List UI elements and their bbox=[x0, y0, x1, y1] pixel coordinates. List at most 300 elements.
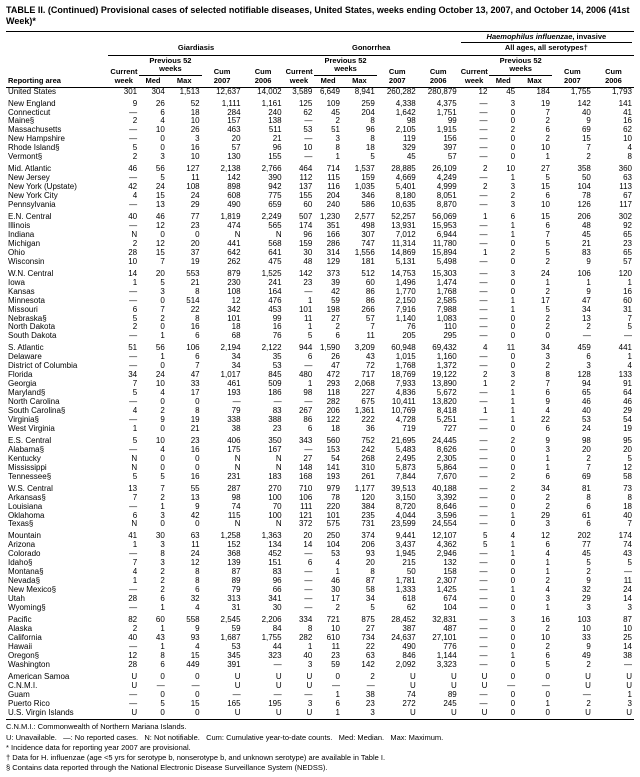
reporting-area-cell: Alaska bbox=[8, 624, 33, 633]
reporting-area-cell: Washington bbox=[8, 660, 50, 669]
table-row bbox=[6, 192, 634, 201]
value-cell: 202 bbox=[577, 531, 591, 541]
value-cell: 575 bbox=[326, 520, 340, 529]
value-cell: 33 bbox=[581, 633, 591, 642]
reporting-area-cell: Idaho§ bbox=[8, 559, 33, 568]
value-cell: 2 bbox=[482, 183, 488, 192]
value-cell: 38 bbox=[623, 651, 632, 660]
reporting-area-cell: S. Atlantic bbox=[8, 343, 44, 353]
value-cell: 342 bbox=[227, 305, 241, 314]
value-cell: 3 bbox=[160, 559, 165, 568]
value-cell: 241 bbox=[268, 278, 282, 287]
value-cell: 0 bbox=[160, 463, 165, 472]
value-cell: 2 bbox=[510, 380, 516, 389]
value-cell: 3 bbox=[545, 595, 550, 604]
value-cell: 89 bbox=[447, 690, 457, 699]
value-cell: 22 bbox=[365, 642, 375, 651]
value-cell: 2 bbox=[586, 660, 591, 669]
value-cell: 8,051 bbox=[436, 192, 457, 201]
table-row bbox=[6, 97, 634, 109]
value-cell: 14,869 bbox=[391, 248, 416, 257]
value-cell: 240 bbox=[268, 108, 282, 117]
reporting-area-cell: Montana§ bbox=[8, 568, 44, 577]
value-cell: — bbox=[479, 296, 488, 305]
value-cell: 267 bbox=[298, 407, 313, 416]
value-cell: 295 bbox=[443, 332, 457, 341]
value-cell: 12 bbox=[128, 651, 138, 660]
value-cell: 8,720 bbox=[395, 502, 416, 511]
reporting-area-cell: New York (Upstate) bbox=[8, 183, 77, 192]
value-cell: 24,554 bbox=[432, 520, 457, 529]
value-cell: 43 bbox=[365, 353, 375, 362]
value-cell: — bbox=[541, 681, 550, 690]
value-cell: 5 bbox=[482, 541, 488, 550]
value-cell: 130 bbox=[227, 153, 241, 162]
value-cell: 1,015 bbox=[395, 353, 416, 362]
reporting-area-cell: Ohio bbox=[8, 248, 25, 257]
value-cell: — bbox=[624, 332, 632, 341]
value-cell: 1 bbox=[545, 699, 550, 708]
value-cell: 20 bbox=[365, 559, 375, 568]
value-cell: — bbox=[304, 586, 313, 595]
value-cell: 12,637 bbox=[216, 87, 241, 96]
value-cell: 4,375 bbox=[436, 98, 457, 108]
value-cell: — bbox=[129, 642, 138, 651]
value-cell: 0 bbox=[160, 135, 165, 144]
value-cell: 12 bbox=[478, 87, 488, 96]
value-cell: — bbox=[232, 690, 241, 699]
reporting-area-cell: Minnesota bbox=[8, 296, 45, 305]
value-cell: 731 bbox=[361, 520, 375, 529]
value-cell: N bbox=[234, 454, 241, 463]
value-cell: — bbox=[479, 415, 488, 424]
value-cell: 91 bbox=[623, 380, 632, 389]
table-row bbox=[6, 512, 634, 521]
value-cell: — bbox=[479, 362, 488, 371]
value-cell: 610 bbox=[326, 633, 340, 642]
value-cell: 5,401 bbox=[395, 183, 416, 192]
table-row bbox=[6, 682, 634, 691]
value-cell: 159 bbox=[361, 174, 375, 183]
value-cell: 3 bbox=[510, 98, 516, 108]
value-cell: 36 bbox=[365, 424, 375, 433]
value-cell: 6 bbox=[160, 108, 165, 117]
value-cell: 3,589 bbox=[292, 87, 313, 96]
value-cell: — bbox=[479, 314, 488, 323]
table-row bbox=[6, 279, 634, 288]
value-cell: 24 bbox=[541, 268, 550, 278]
value-cell: 752 bbox=[361, 435, 375, 445]
value-cell: 5 bbox=[160, 699, 165, 708]
value-cell: — bbox=[129, 126, 138, 135]
value-cell: 262 bbox=[227, 257, 241, 266]
value-cell: 132 bbox=[443, 559, 457, 568]
value-cell: 26 bbox=[155, 98, 165, 108]
value-cell: 138 bbox=[268, 117, 282, 126]
reporting-area-cell: Delaware bbox=[8, 353, 42, 362]
current-week-header: Current week bbox=[108, 55, 139, 87]
value-cell: 11 bbox=[331, 642, 340, 651]
value-cell: 15 bbox=[541, 183, 550, 192]
value-cell: 74 bbox=[623, 541, 632, 550]
value-cell: 68 bbox=[231, 332, 241, 341]
value-cell: 141 bbox=[618, 98, 632, 108]
value-cell: 6 bbox=[307, 353, 313, 362]
value-cell: 9 bbox=[586, 642, 591, 651]
value-cell: 33 bbox=[190, 380, 200, 389]
value-cell: U bbox=[275, 681, 282, 690]
value-cell: 272 bbox=[402, 699, 416, 708]
value-cell: 9 bbox=[195, 624, 200, 633]
reporting-area-cell: South Carolina§ bbox=[8, 407, 66, 416]
value-cell: 83 bbox=[272, 407, 282, 416]
med-header: Med bbox=[139, 76, 167, 88]
value-cell: 6 bbox=[335, 699, 340, 708]
current-week-header: Current week bbox=[284, 55, 315, 87]
value-cell: 142 bbox=[227, 174, 241, 183]
value-cell: 103 bbox=[577, 615, 591, 624]
value-cell: 0 bbox=[195, 690, 200, 699]
value-cell: — bbox=[479, 699, 488, 708]
footnote-legend: U: Unavailable. —: No reported cases. N: Not notifiable. Cum: Cumulative year-to-date counts. Med: Median. Max: Maximum. bbox=[6, 732, 444, 742]
value-cell: 5 bbox=[132, 389, 138, 398]
giardiasis-label: Giardiasis bbox=[177, 43, 215, 53]
value-cell: — bbox=[479, 472, 488, 481]
value-cell: 0 bbox=[160, 230, 165, 239]
value-cell: 8 bbox=[335, 144, 340, 153]
table-row bbox=[6, 231, 634, 240]
value-cell: 6 bbox=[160, 595, 165, 604]
value-cell: 6,649 bbox=[319, 87, 340, 96]
value-cell: 125 bbox=[298, 98, 313, 108]
value-cell: 86 bbox=[365, 296, 375, 305]
value-cell: 117 bbox=[619, 201, 632, 210]
value-cell: 101 bbox=[227, 314, 241, 323]
value-cell: — bbox=[479, 651, 488, 660]
value-cell: N bbox=[275, 454, 282, 463]
value-cell: 1,819 bbox=[220, 212, 241, 222]
value-cell: 9 bbox=[132, 98, 138, 108]
value-cell: 384 bbox=[361, 502, 375, 511]
value-cell: 553 bbox=[186, 268, 200, 278]
value-cell: 27 bbox=[303, 454, 313, 463]
value-cell: 109 bbox=[326, 98, 340, 108]
value-cell: 0 bbox=[510, 604, 516, 613]
value-cell: 16 bbox=[190, 445, 200, 454]
value-cell: 8 bbox=[160, 651, 165, 660]
value-cell: 21 bbox=[272, 135, 282, 144]
value-cell: 55 bbox=[190, 483, 200, 493]
value-cell: 3 bbox=[160, 153, 165, 162]
value-cell: 7 bbox=[132, 493, 138, 502]
value-cell: — bbox=[582, 690, 591, 699]
value-cell: 4 bbox=[627, 144, 632, 153]
value-cell: — bbox=[304, 550, 313, 559]
table-row bbox=[6, 297, 634, 306]
value-cell: 373 bbox=[326, 268, 340, 278]
value-cell: — bbox=[273, 690, 282, 699]
value-cell: 0 bbox=[510, 568, 516, 577]
value-cell: 14 bbox=[623, 642, 632, 651]
value-cell: 3 bbox=[627, 699, 632, 708]
value-cell: 261 bbox=[361, 472, 375, 481]
value-cell: 3 bbox=[335, 135, 340, 144]
value-cell: 174 bbox=[298, 221, 313, 230]
table-row bbox=[6, 258, 634, 267]
value-cell: 1,111 bbox=[221, 98, 241, 108]
value-cell: 106 bbox=[577, 268, 591, 278]
reporting-area-cell: E.N. Central bbox=[8, 212, 52, 222]
reporting-area-cell: Nebraska§ bbox=[8, 314, 47, 323]
value-cell: 461 bbox=[227, 380, 241, 389]
value-cell: 1 bbox=[510, 230, 516, 239]
value-cell: 6 bbox=[545, 389, 550, 398]
value-cell: 2,946 bbox=[436, 550, 457, 559]
value-cell: 1 bbox=[545, 463, 550, 472]
value-cell: 7 bbox=[132, 380, 138, 389]
value-cell: 113 bbox=[619, 183, 632, 192]
value-cell: 747 bbox=[361, 239, 375, 248]
value-cell: 54 bbox=[331, 454, 340, 463]
value-cell: 0 bbox=[160, 671, 165, 681]
reporting-area-cell: Illinois bbox=[8, 221, 31, 230]
value-cell: — bbox=[331, 681, 340, 690]
value-cell: 24 bbox=[190, 192, 200, 201]
reporting-area-cell: Florida bbox=[8, 371, 33, 380]
value-cell: 6,944 bbox=[436, 230, 457, 239]
value-cell: 40 bbox=[581, 108, 591, 117]
reporting-area-cell: Puerto Rico bbox=[8, 699, 50, 708]
value-cell: 40 bbox=[623, 511, 632, 520]
value-cell: 25 bbox=[623, 633, 632, 642]
value-cell: 96 bbox=[272, 144, 282, 153]
value-cell: 54 bbox=[623, 415, 632, 424]
value-cell: 3,437 bbox=[395, 541, 416, 550]
value-cell: N bbox=[275, 520, 282, 529]
value-cell: 30 bbox=[303, 248, 313, 257]
table-row bbox=[6, 162, 634, 174]
value-cell: 8 bbox=[307, 624, 313, 633]
value-cell: 27 bbox=[541, 164, 550, 174]
value-cell: U bbox=[377, 709, 418, 720]
value-cell: 714 bbox=[326, 164, 340, 174]
value-cell: 11,780 bbox=[432, 239, 457, 248]
value-cell: 509 bbox=[268, 380, 282, 389]
group-header-giardiasis bbox=[108, 31, 283, 55]
reporting-area-cell: Maine§ bbox=[8, 117, 35, 126]
value-cell: 1,537 bbox=[354, 164, 375, 174]
value-cell: 92 bbox=[623, 221, 632, 230]
value-cell: 60,948 bbox=[391, 343, 416, 353]
value-cell: 2,577 bbox=[354, 212, 375, 222]
value-cell: 2 bbox=[586, 323, 591, 332]
value-cell: 20 bbox=[231, 135, 241, 144]
value-cell: 302 bbox=[618, 212, 632, 222]
footnote-asterisk: * Incidence data for reporting year 2007 are provisional. bbox=[6, 742, 191, 752]
value-cell: 93 bbox=[190, 633, 200, 642]
value-cell: 8 bbox=[627, 493, 632, 502]
table-row bbox=[6, 634, 634, 643]
value-cell: 480 bbox=[298, 371, 313, 380]
value-cell: — bbox=[479, 257, 488, 266]
value-cell: U bbox=[450, 681, 457, 690]
value-cell: 0 bbox=[160, 144, 165, 153]
value-cell: — bbox=[479, 624, 488, 633]
value-cell: 155 bbox=[268, 153, 282, 162]
value-cell: 10 bbox=[155, 126, 165, 135]
value-cell: 6 bbox=[545, 651, 550, 660]
value-cell: 717 bbox=[361, 371, 375, 380]
value-cell: 6 bbox=[545, 472, 550, 481]
value-cell: 7 bbox=[160, 305, 165, 314]
reporting-area-cell: C.N.M.I. bbox=[8, 681, 38, 690]
value-cell: U bbox=[234, 681, 241, 690]
value-cell: — bbox=[304, 153, 313, 162]
value-cell: — bbox=[304, 287, 313, 296]
cum-2006-header: Cum 2006 bbox=[418, 55, 459, 87]
value-cell: 3 bbox=[545, 353, 550, 362]
value-cell: 53 bbox=[581, 415, 591, 424]
value-cell: 487 bbox=[443, 624, 457, 633]
value-cell: 27 bbox=[365, 624, 375, 633]
table-row bbox=[6, 494, 634, 503]
value-cell: 6 bbox=[545, 424, 550, 433]
max-header: Max bbox=[167, 76, 202, 88]
value-cell: 60 bbox=[155, 615, 165, 624]
table-row bbox=[6, 482, 634, 494]
value-cell: 101 bbox=[326, 511, 340, 520]
value-cell: 79 bbox=[231, 586, 241, 595]
notifiable-diseases-table bbox=[6, 31, 634, 721]
value-cell: 20 bbox=[155, 268, 165, 278]
value-cell: 388 bbox=[268, 415, 282, 424]
value-cell: — bbox=[129, 108, 138, 117]
value-cell: — bbox=[129, 362, 138, 371]
value-cell: 1,755 bbox=[570, 87, 591, 96]
value-cell: 42 bbox=[190, 511, 200, 520]
value-cell: 2 bbox=[545, 362, 550, 371]
value-cell: 12 bbox=[231, 296, 241, 305]
value-cell: U bbox=[593, 709, 634, 720]
value-cell: 4 bbox=[510, 531, 516, 541]
reporting-area-cell: Massachusetts bbox=[8, 126, 62, 135]
value-cell: 1 bbox=[307, 323, 313, 332]
value-cell: 57 bbox=[447, 153, 457, 162]
value-cell: 6 bbox=[586, 502, 591, 511]
table-row bbox=[6, 267, 634, 279]
value-cell: 28 bbox=[128, 248, 138, 257]
value-cell: 2 bbox=[160, 493, 165, 502]
reporting-area-cell: Mid. Atlantic bbox=[8, 164, 52, 174]
value-cell: 6 bbox=[132, 511, 138, 520]
value-cell: 13 bbox=[155, 201, 165, 210]
value-cell: 845 bbox=[268, 371, 282, 380]
value-cell: 12 bbox=[155, 239, 165, 248]
reporting-area-cell: W.N. Central bbox=[8, 268, 54, 278]
reporting-area-cell: U.S. Virgin Islands bbox=[6, 709, 108, 720]
current-week-header: Current week bbox=[459, 55, 490, 87]
value-cell: 40,188 bbox=[432, 483, 457, 493]
value-cell: 48 bbox=[303, 257, 313, 266]
value-cell: 391 bbox=[227, 660, 241, 669]
value-cell: 38 bbox=[231, 424, 241, 433]
reporting-area-cell: Indiana bbox=[8, 230, 35, 239]
value-cell: — bbox=[304, 595, 313, 604]
value-cell: 0 bbox=[489, 709, 517, 720]
value-cell: N bbox=[131, 463, 138, 472]
value-cell: 727 bbox=[443, 424, 457, 433]
value-cell: 11 bbox=[191, 174, 200, 183]
group-header-haemophilus bbox=[459, 31, 634, 55]
value-cell: 18 bbox=[365, 144, 375, 153]
value-cell: 166 bbox=[326, 230, 340, 239]
value-cell: 2 bbox=[545, 323, 550, 332]
value-cell: 1,017 bbox=[220, 371, 241, 380]
value-cell: 0 bbox=[517, 709, 552, 720]
reporting-area-cell: South Dakota bbox=[8, 332, 57, 341]
value-cell: 0 bbox=[510, 642, 516, 651]
value-cell: 304 bbox=[151, 87, 165, 96]
value-cell: 153 bbox=[326, 445, 340, 454]
value-cell: 5 bbox=[545, 248, 550, 257]
reporting-area-cell: New England bbox=[8, 98, 56, 108]
value-cell: 15 bbox=[190, 699, 200, 708]
value-cell: 28,885 bbox=[391, 164, 416, 174]
value-cell: 6 bbox=[195, 332, 200, 341]
value-cell: 69 bbox=[581, 126, 591, 135]
value-cell: 204 bbox=[361, 108, 375, 117]
value-cell: 7 bbox=[627, 520, 632, 529]
value-cell: 2 bbox=[586, 699, 591, 708]
value-cell: 230 bbox=[227, 278, 241, 287]
value-cell: 23 bbox=[623, 239, 632, 248]
value-cell: 1 bbox=[132, 577, 138, 586]
value-cell: 46 bbox=[581, 398, 591, 407]
value-cell: 10,635 bbox=[391, 201, 416, 210]
value-cell: 0 bbox=[510, 353, 516, 362]
value-cell: 10 bbox=[623, 135, 632, 144]
value-cell: U bbox=[585, 671, 591, 681]
value-cell: U bbox=[284, 709, 315, 720]
value-cell: 1 bbox=[545, 568, 550, 577]
reporting-area-cell: Mississippi bbox=[8, 463, 47, 472]
value-cell: 12 bbox=[155, 221, 165, 230]
value-cell: 13 bbox=[581, 314, 591, 323]
value-cell: 5 bbox=[627, 323, 632, 332]
value-cell: 7,012 bbox=[395, 230, 416, 239]
value-cell: 618 bbox=[402, 595, 416, 604]
value-cell: — bbox=[129, 604, 138, 613]
value-cell: 6 bbox=[335, 332, 340, 341]
value-cell: — bbox=[129, 353, 138, 362]
value-cell: 3 bbox=[510, 201, 516, 210]
value-cell: 558 bbox=[186, 615, 200, 624]
value-cell: 5 bbox=[627, 454, 632, 463]
value-cell: 17 bbox=[331, 595, 340, 604]
value-cell: 104 bbox=[443, 604, 457, 613]
value-cell: 1 bbox=[586, 278, 591, 287]
value-cell: 19 bbox=[190, 415, 200, 424]
reporting-area-cell: Arizona bbox=[8, 541, 36, 550]
value-cell: 259 bbox=[361, 98, 375, 108]
value-cell: — bbox=[304, 568, 313, 577]
value-cell: 5,483 bbox=[395, 445, 416, 454]
value-cell: 98 bbox=[303, 389, 313, 398]
value-cell: 2 bbox=[545, 117, 550, 126]
value-cell: 10,769 bbox=[391, 407, 416, 416]
value-cell: 13,931 bbox=[391, 221, 416, 230]
value-cell: U bbox=[409, 681, 416, 690]
